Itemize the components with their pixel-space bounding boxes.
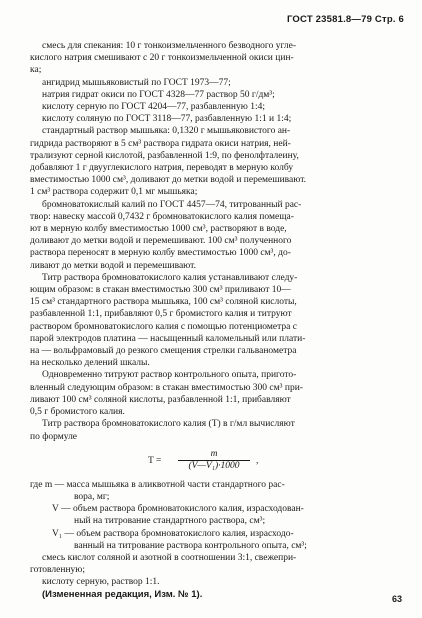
text-line: добавляют 1 г двууглекислого натрия, переводят в мерную колбу — [30, 163, 294, 174]
text-line: 0,5 г бромистого калия. — [30, 407, 125, 418]
text-line: вленный следующим образом: в стакан вместимостью 300 см³ при- — [30, 382, 303, 393]
page-header: ГОСТ 23581.8—79 Стр. 6 — [286, 14, 404, 25]
text-line: натрия гидрат окиси по ГОСТ 4328—77 раствор 50 г/дм³; — [42, 89, 275, 100]
text-line: смесь для спекания: 10 г тонкоизмельченного безводного угле- — [42, 41, 296, 51]
text-line: трализуют серной кислотой, разбавленной 1:9, по фенолфталеину, — [30, 150, 299, 161]
formula-comma: , — [256, 455, 259, 466]
text-line: 1 см³ раствора содержит 0,1 мг мышьяка; — [30, 187, 198, 198]
formula-fraction — [178, 449, 250, 472]
text-line: на — вольфрамовый до резкого смещения стрелки гальванометра — [30, 346, 297, 357]
text-line: кислого натрия смешивают с 20 г тонкоизмельченной окиси цин- — [30, 53, 294, 64]
text-line: доливают до метки водой и перемешивают. 100 см³ полученного — [30, 236, 292, 247]
text-line: Титр раствора бромноватокислого калия (T) в г/мл вычисляют — [42, 419, 295, 430]
text-line: по формуле — [30, 431, 78, 442]
definition-line: вора, мг; — [74, 491, 110, 502]
page-number: 63 — [391, 594, 402, 604]
definition-line: ный на титрование стандартного раствора, см³; — [74, 516, 266, 527]
text-line: ливают до метки водой и перемешивают. — [30, 260, 196, 271]
text-line: Одновременно титруют раствор контрольного опыта, пригото- — [42, 370, 297, 381]
formula-denominator: (V—V₁)·1000 — [178, 460, 250, 472]
text-line: ангидрид мышьяковистый по ГОСТ 1973—77; — [42, 77, 231, 88]
text-line: кислоту серную по ГОСТ 4204—77, разбавленную 1:4; — [42, 102, 265, 113]
text-line: Титр раствора бромноватокислого калия устанавливают следу- — [42, 272, 298, 283]
text-line: ющим образом: в стакан вместимостью 300 см³ приливают 10— — [30, 285, 291, 296]
text-line: парой электродов платина — насыщенный каломельный или плати- — [30, 333, 306, 344]
text-line: готовленную; — [30, 565, 86, 576]
text-line: бромноватокислый калий по ГОСТ 4457—74, титрованный рас- — [42, 199, 302, 210]
text-line: твор: навеску массой 0,7432 г бромноватокислого калия помеща- — [30, 211, 294, 222]
text-line: кислоту серную, раствор 1:1. — [42, 577, 160, 588]
formula-numerator: m — [210, 448, 218, 459]
document-body — [30, 40, 398, 601]
text-line: 15 см³ стандартного раствора мышьяка, 100 см³ соляной кислоты, — [30, 297, 297, 308]
revision-note: (Измененная редакция, Изм. № 1). — [42, 588, 203, 600]
text-line: ка; — [30, 65, 42, 76]
formula-lhs: T = — [148, 455, 162, 466]
text-line: ливают 100 см³ соляной кислоты, разбавленной 1:1, прибавляют — [30, 394, 291, 405]
text-line: стандартный раствор мышьяка: 0,1320 г мышьяковистого ан- — [42, 126, 291, 137]
definition-line: где m — масса мышьяка в аликвотной части стандартного рас- — [30, 479, 285, 490]
text-line: гидрида растворяют в 5 см³ раствора гидрата окиси натрия, ней- — [30, 138, 291, 149]
text-line: раствора переносят в мерную колбу вместимостью 1000 см³, до- — [30, 248, 291, 259]
text-line: на несколько делений шкалы. — [30, 358, 150, 369]
titer-formula — [30, 449, 398, 473]
text-line: разбавленной 1:1, прибавляют 0,5 г бромистого калия и титруют — [30, 309, 292, 320]
text-line: ют в мерную колбу вместимостью 1000 см³, растворяют в воде, — [30, 224, 287, 235]
definition-line: V — объем раствора бромноватокислого калия, израсходован- — [52, 504, 304, 515]
definition-line: ванный на титрование раствора контрольного опыта, см³; — [74, 540, 307, 551]
text-line: вместимостью 1000 см³, доливают до метки водой и перемешивают. — [30, 175, 307, 186]
text-line: смесь кислот соляной и азотной в соотношении 3:1, свежепри- — [42, 552, 297, 563]
text-line: раствором бромноватокислого калия с помощью потенциометра с — [30, 321, 297, 332]
definition-line: V₁ — объем раствора бромноватокислого калия, израсходо- — [52, 528, 294, 539]
text-line: кислоту соляную по ГОСТ 3118—77, разбавленную 1:1 и 1:4; — [42, 114, 292, 125]
